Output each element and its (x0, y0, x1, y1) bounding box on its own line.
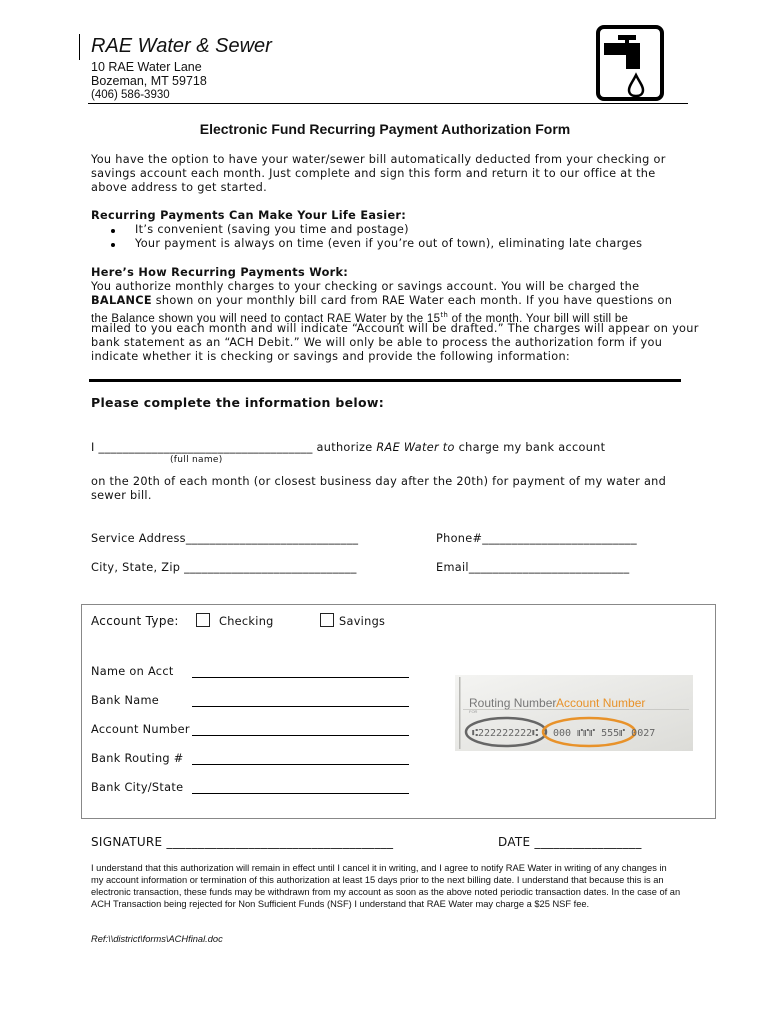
bank-name-line[interactable] (192, 706, 409, 707)
savings-checkbox[interactable] (320, 613, 334, 627)
auth-company: RAE Water to (376, 441, 455, 454)
company-name: RAE Water & Sewer (91, 35, 272, 57)
bullet-item: Your payment is always on time (even if you’re out of town), eliminating late charges (135, 237, 643, 250)
savings-label: Savings (339, 615, 386, 628)
date-field[interactable]: DATE _________________ (498, 835, 642, 849)
faucet-drop-icon (596, 25, 664, 101)
header-accent-bar (79, 34, 80, 60)
complete-heading: Please complete the information below: (91, 395, 385, 410)
email-field[interactable]: Email___________________________ (436, 561, 630, 574)
bullet-item: It’s convenient (saving you time and postage) (135, 223, 409, 236)
how-line-5: bank statement as an “ACH Debit.” We will only be able to process the authorization form if you (91, 336, 663, 349)
account-number-line[interactable] (192, 735, 409, 736)
how-line-6: indicate whether it is checking or savings and provide the following information: (91, 350, 571, 363)
how-heading: Here’s How Recurring Payments Work: (91, 266, 349, 279)
intro-paragraph: You have the option to have your water/sewer bill automatically deducted from your checking or savings account each month. Just complete and sign this form and return it to our office at the above address to get started. (91, 153, 666, 194)
city-state-zip-field[interactable]: City, State, Zip _____________________________ (91, 561, 357, 574)
bullet-dot (111, 229, 115, 233)
svg-text:FOR: FOR (469, 709, 478, 714)
bank-city-state-line[interactable] (192, 793, 409, 794)
routing-number-label: Routing Number (469, 696, 557, 710)
easier-heading: Recurring Payments Can Make Your Life Easier: (91, 209, 407, 222)
how-line-2 (91, 294, 691, 308)
payment-text: on the 20th of each month (or closest business day after the 20th) for payment of my water and sewer bill. (91, 475, 667, 502)
checking-label: Checking (219, 615, 274, 628)
checking-checkbox[interactable] (196, 613, 210, 627)
authorization-line[interactable] (91, 441, 605, 454)
how-line-3a: the Balance shown you will need to contact RAE Water by the 15 (91, 312, 441, 325)
bank-name-label: Bank Name (91, 694, 159, 707)
account-number-label: Account Number (91, 723, 190, 736)
name-on-acct-label: Name on Acct (91, 665, 174, 678)
account-digits: 000 ⑈⑈⑈ 555⑈ 0027 (553, 728, 656, 739)
address-line-1: 10 RAE Water Lane (91, 60, 202, 74)
how-line-4: mailed to you each month and will indicate “Account will be drafted.” The charges will appear on your (91, 322, 699, 335)
document-reference: Ref:\\district\forms\ACHfinal.doc (91, 934, 223, 944)
account-number-label-orange: Account Number (556, 696, 646, 710)
header-rule (88, 103, 688, 104)
disclaimer-text: I understand that this authorization will remain in effect until I cancel it in writing, and I agree to notify RAE Water in writing of any changes in my account information or termination of this authorization at least 15 days prior to the next billing date. I understand that because this is an electronic transaction, these funds may be withdrawn from my account as soon as the above noted periodic transaction dates. In the case of an ACH Transaction being rejected for Non Sufficient Funds (NSF) I understand that RAE Water may charge a $25 NSF fee. (91, 863, 681, 909)
bank-routing-label: Bank Routing # (91, 752, 184, 765)
phone-number: (406) 586-3930 (91, 89, 170, 101)
name-on-acct-line[interactable] (192, 677, 409, 678)
auth-suffix: charge my bank account (454, 441, 606, 454)
balance-word: BALANCE (91, 294, 152, 307)
section-rule (89, 379, 681, 382)
account-type-label: Account Type: (91, 614, 179, 628)
service-address-field[interactable]: Service Address_____________________________ (91, 532, 359, 545)
bank-routing-line[interactable] (192, 764, 409, 765)
signature-field[interactable]: SIGNATURE ____________________________________ (91, 835, 394, 849)
full-name-label: (full name) (170, 455, 223, 465)
auth-prefix: I ____________________________________ authorize (91, 441, 377, 454)
phone-field[interactable]: Phone#__________________________ (436, 532, 637, 545)
form-title: Electronic Fund Recurring Payment Authorization Form (199, 121, 571, 137)
check-sample-image (455, 675, 693, 751)
how-line-1: You authorize monthly charges to your checking or savings account. You will be charged the (91, 280, 640, 293)
bank-city-state-label: Bank City/State (91, 781, 184, 794)
how-line-3-sup: th (440, 311, 449, 319)
routing-digits: ⑆222222222⑆ (472, 728, 539, 739)
how-line-3b: of the month. Your bill will still be (448, 312, 629, 325)
address-line-2: Bozeman, MT 59718 (91, 74, 207, 88)
bullet-dot (111, 243, 115, 247)
how-line-2-rest: shown on your monthly bill card from RAE Water each month. If you have questions on (151, 294, 673, 307)
